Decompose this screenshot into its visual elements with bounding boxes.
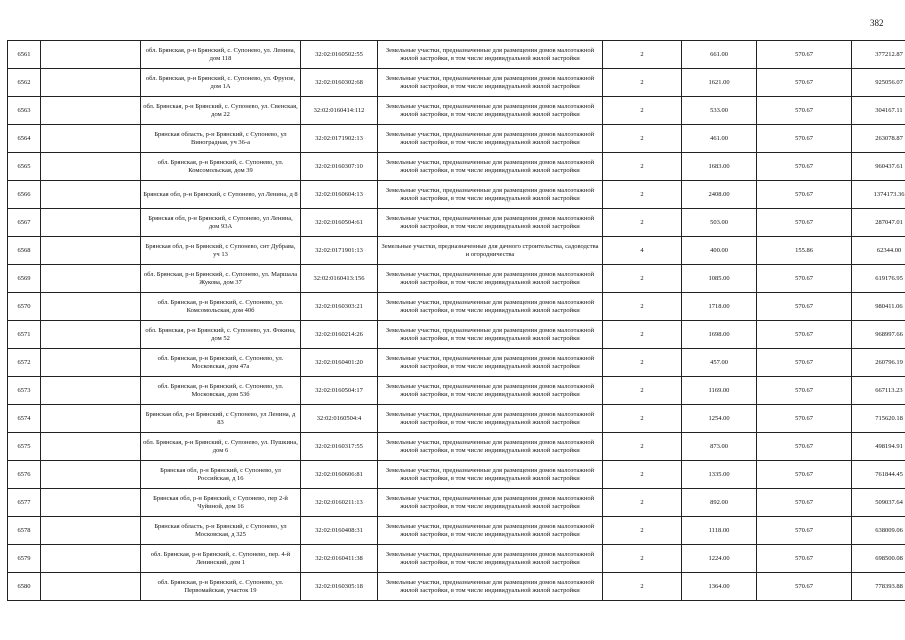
- address-cell: Брянская обл, р-н Брянский, с Супонево, ул Ленина, дом 93А: [141, 209, 301, 237]
- row-number: 6570: [8, 293, 41, 321]
- address-cell: обл. Брянская, р-н Брянский, с. Супонево, ул. Фрунзе, дом 1А: [141, 69, 301, 97]
- rate-cell: 570.67: [757, 181, 852, 209]
- blank-cell: [41, 265, 141, 293]
- cadastral-value-cell: 778393.88: [852, 573, 905, 601]
- blank-cell: [41, 97, 141, 125]
- row-number: 6567: [8, 209, 41, 237]
- category-cell: 2: [603, 181, 682, 209]
- table-row: [8, 321, 905, 349]
- rate-cell: 570.67: [757, 349, 852, 377]
- cadastral-number-cell: 32:02:0160504:17: [301, 377, 378, 405]
- rate-cell: 570.67: [757, 545, 852, 573]
- land-use-cell: Земельные участки, предназначенные для размещения домов малоэтажной жилой застройки, в том числе индивидуальной жилой застройки: [378, 573, 603, 601]
- land-use-cell: Земельные участки, предназначенные для размещения домов малоэтажной жилой застройки, в том числе индивидуальной жилой застройки: [378, 97, 603, 125]
- blank-cell: [41, 349, 141, 377]
- rate-cell: 570.67: [757, 125, 852, 153]
- blank-cell: [41, 69, 141, 97]
- table-row: [8, 97, 905, 125]
- land-use-cell: Земельные участки, предназначенные для размещения домов малоэтажной жилой застройки, в том числе индивидуальной жилой застройки: [378, 349, 603, 377]
- table-row: [8, 489, 905, 517]
- land-use-cell: Земельные участки, предназначенные для размещения домов малоэтажной жилой застройки, в том числе индивидуальной жилой застройки: [378, 405, 603, 433]
- category-cell: 4: [603, 237, 682, 265]
- address-cell: Брянская область, р-н Брянский, с Супонево, ул Московская, д 325: [141, 517, 301, 545]
- category-cell: 2: [603, 69, 682, 97]
- blank-cell: [41, 461, 141, 489]
- cadastral-number-cell: 32:02:0171901:13: [301, 237, 378, 265]
- row-number: 6578: [8, 517, 41, 545]
- cadastral-number-cell: 32:02:0160211:13: [301, 489, 378, 517]
- blank-cell: [41, 321, 141, 349]
- table-row: [8, 209, 905, 237]
- address-cell: Брянская обл, р-н Брянский, с Супонево, пер 2-й Чуйиной, дом 16: [141, 489, 301, 517]
- table-row: [8, 181, 905, 209]
- blank-cell: [41, 209, 141, 237]
- rate-cell: 570.67: [757, 41, 852, 69]
- land-use-cell: Земельные участки, предназначенные для размещения домов малоэтажной жилой застройки, в том числе индивидуальной жилой застройки: [378, 209, 603, 237]
- table-row: [8, 153, 905, 181]
- category-cell: 2: [603, 41, 682, 69]
- area-cell: 1169.00: [682, 377, 757, 405]
- category-cell: 2: [603, 573, 682, 601]
- address-cell: обл. Брянская, р-н Брянский, с. Супонево, ул. Комсомольская, дом 40б: [141, 293, 301, 321]
- land-use-cell: Земельные участки, предназначенные для размещения домов малоэтажной жилой застройки, в том числе индивидуальной жилой застройки: [378, 41, 603, 69]
- area-cell: 1335.00: [682, 461, 757, 489]
- blank-cell: [41, 237, 141, 265]
- row-number: 6577: [8, 489, 41, 517]
- cadastral-value-cell: 1374173.36: [852, 181, 905, 209]
- land-use-cell: Земельные участки, предназначенные для дачного строительства, садоводства и огородничества: [378, 237, 603, 265]
- area-cell: 2408.00: [682, 181, 757, 209]
- rate-cell: 155.86: [757, 237, 852, 265]
- cadastral-number-cell: 32:02:0160303:21: [301, 293, 378, 321]
- address-cell: Брянская область, р-н Брянский, с Супонево, ул Виноградная, уч 36-а: [141, 125, 301, 153]
- blank-cell: [41, 181, 141, 209]
- land-use-cell: Земельные участки, предназначенные для размещения домов малоэтажной жилой застройки, в том числе индивидуальной жилой застройки: [378, 433, 603, 461]
- cadastral-number-cell: 32:02:0160305:18: [301, 573, 378, 601]
- area-cell: 1085.00: [682, 265, 757, 293]
- cadastral-number-cell: 32:02:0160401:20: [301, 349, 378, 377]
- category-cell: 2: [603, 405, 682, 433]
- address-cell: обл. Брянская, р-н Брянский, с. Супонево, ул. Ленина, дом 118: [141, 41, 301, 69]
- table-row: [8, 265, 905, 293]
- area-cell: 1621.00: [682, 69, 757, 97]
- cadastral-number-cell: 32:02:0160414:112: [301, 97, 378, 125]
- page-number: 382: [870, 18, 884, 28]
- cadastral-number-cell: 32:02:0160413:156: [301, 265, 378, 293]
- cadastral-number-cell: 32:02:0160504:61: [301, 209, 378, 237]
- table-row: [8, 41, 905, 69]
- land-use-cell: Земельные участки, предназначенные для размещения домов малоэтажной жилой застройки, в том числе индивидуальной жилой застройки: [378, 125, 603, 153]
- cadastral-number-cell: 32:02:0171902:13: [301, 125, 378, 153]
- table-row: [8, 237, 905, 265]
- table-row: [8, 461, 905, 489]
- address-cell: Брянская обл, р-н Брянский, с Супонево, ул Ленина, д 8: [141, 181, 301, 209]
- cadastral-value-cell: 498194.91: [852, 433, 905, 461]
- address-cell: Брянская обл, р-н Брянский, с Супонево, снт Дубрава, уч 13: [141, 237, 301, 265]
- area-cell: 1698.00: [682, 321, 757, 349]
- rate-cell: 570.67: [757, 153, 852, 181]
- category-cell: 2: [603, 321, 682, 349]
- address-cell: Брянская обл, р-н Брянский, с Супонево, ул Ленина, д 83: [141, 405, 301, 433]
- row-number: 6571: [8, 321, 41, 349]
- address-cell: обл. Брянская, р-н Брянский, с. Супонево, ул. Свенская, дом 22: [141, 97, 301, 125]
- row-number: 6576: [8, 461, 41, 489]
- cadastral-number-cell: 32:02:0160214:26: [301, 321, 378, 349]
- address-cell: обл. Брянская, р-н Брянский, с. Супонево, пер. 4-й Ленинский, дом 1: [141, 545, 301, 573]
- row-number: 6561: [8, 41, 41, 69]
- category-cell: 2: [603, 125, 682, 153]
- category-cell: 2: [603, 153, 682, 181]
- rate-cell: 570.67: [757, 405, 852, 433]
- blank-cell: [41, 517, 141, 545]
- cadastral-value-cell: 619176.95: [852, 265, 905, 293]
- cadastral-value-cell: 62344.00: [852, 237, 905, 265]
- category-cell: 2: [603, 433, 682, 461]
- cadastral-value-cell: 715620.18: [852, 405, 905, 433]
- address-cell: обл. Брянская, р-н Брянский, с. Супонево, ул. Первомайская, участок 19: [141, 573, 301, 601]
- cadastral-value-cell: 304167.11: [852, 97, 905, 125]
- area-cell: 1254.00: [682, 405, 757, 433]
- cadastral-value-cell: 509037.64: [852, 489, 905, 517]
- address-cell: обл. Брянская, р-н Брянский, с. Супонево, ул. Фокина, дом 52: [141, 321, 301, 349]
- area-cell: 400.00: [682, 237, 757, 265]
- blank-cell: [41, 125, 141, 153]
- land-registry-table: [7, 40, 905, 601]
- rate-cell: 570.67: [757, 489, 852, 517]
- rate-cell: 570.67: [757, 321, 852, 349]
- category-cell: 2: [603, 293, 682, 321]
- row-number: 6566: [8, 181, 41, 209]
- address-cell: обл. Брянская, р-н Брянский, с. Супонево, ул. Пушкина, дом 6: [141, 433, 301, 461]
- rate-cell: 570.67: [757, 461, 852, 489]
- blank-cell: [41, 41, 141, 69]
- area-cell: 892.00: [682, 489, 757, 517]
- category-cell: 2: [603, 265, 682, 293]
- row-number: 6569: [8, 265, 41, 293]
- blank-cell: [41, 377, 141, 405]
- rate-cell: 570.67: [757, 265, 852, 293]
- table-row: [8, 125, 905, 153]
- blank-cell: [41, 433, 141, 461]
- area-cell: 873.00: [682, 433, 757, 461]
- cadastral-number-cell: 32:02:0160307:10: [301, 153, 378, 181]
- cadastral-number-cell: 32:02:0160504:4: [301, 405, 378, 433]
- table-row: [8, 517, 905, 545]
- category-cell: 2: [603, 377, 682, 405]
- rate-cell: 570.67: [757, 97, 852, 125]
- table-row: [8, 349, 905, 377]
- cadastral-number-cell: 32:02:0160317:55: [301, 433, 378, 461]
- address-cell: Брянская обл, р-н Брянский, с Супонево, ул Российская, д 16: [141, 461, 301, 489]
- cadastral-value-cell: 968997.66: [852, 321, 905, 349]
- row-number: 6568: [8, 237, 41, 265]
- cadastral-value-cell: 980411.06: [852, 293, 905, 321]
- land-use-cell: Земельные участки, предназначенные для размещения домов малоэтажной жилой застройки, в том числе индивидуальной жилой застройки: [378, 321, 603, 349]
- blank-cell: [41, 545, 141, 573]
- row-number: 6575: [8, 433, 41, 461]
- land-use-cell: Земельные участки, предназначенные для размещения домов малоэтажной жилой застройки, в том числе индивидуальной жилой застройки: [378, 153, 603, 181]
- land-use-cell: Земельные участки, предназначенные для размещения домов малоэтажной жилой застройки, в том числе индивидуальной жилой застройки: [378, 489, 603, 517]
- category-cell: 2: [603, 97, 682, 125]
- table-row: [8, 377, 905, 405]
- table-row: [8, 293, 905, 321]
- rate-cell: 570.67: [757, 517, 852, 545]
- cadastral-value-cell: 698500.08: [852, 545, 905, 573]
- rate-cell: 570.67: [757, 433, 852, 461]
- area-cell: 533.00: [682, 97, 757, 125]
- cadastral-value-cell: 925056.07: [852, 69, 905, 97]
- row-number: 6572: [8, 349, 41, 377]
- land-use-cell: Земельные участки, предназначенные для размещения домов малоэтажной жилой застройки, в том числе индивидуальной жилой застройки: [378, 545, 603, 573]
- rate-cell: 570.67: [757, 209, 852, 237]
- land-use-cell: Земельные участки, предназначенные для размещения домов малоэтажной жилой застройки, в том числе индивидуальной жилой застройки: [378, 293, 603, 321]
- land-use-cell: Земельные участки, предназначенные для размещения домов малоэтажной жилой застройки, в том числе индивидуальной жилой застройки: [378, 181, 603, 209]
- cadastral-value-cell: 761844.45: [852, 461, 905, 489]
- area-cell: 1118.00: [682, 517, 757, 545]
- cadastral-number-cell: 32:02:0160502:55: [301, 41, 378, 69]
- blank-cell: [41, 573, 141, 601]
- row-number: 6573: [8, 377, 41, 405]
- row-number: 6563: [8, 97, 41, 125]
- blank-cell: [41, 405, 141, 433]
- row-number: 6565: [8, 153, 41, 181]
- address-cell: обл. Брянская, р-н Брянский, с. Супонево, ул. Комсомольская, дом 39: [141, 153, 301, 181]
- cadastral-number-cell: 32:02:0160604:13: [301, 181, 378, 209]
- blank-cell: [41, 153, 141, 181]
- land-use-cell: Земельные участки, предназначенные для размещения домов малоэтажной жилой застройки, в том числе индивидуальной жилой застройки: [378, 377, 603, 405]
- category-cell: 2: [603, 209, 682, 237]
- area-cell: 1718.00: [682, 293, 757, 321]
- rate-cell: 570.67: [757, 377, 852, 405]
- cadastral-number-cell: 32:02:0160411:38: [301, 545, 378, 573]
- area-cell: 1224.00: [682, 545, 757, 573]
- cadastral-number-cell: 32:02:0160302:68: [301, 69, 378, 97]
- category-cell: 2: [603, 545, 682, 573]
- rate-cell: 570.67: [757, 69, 852, 97]
- blank-cell: [41, 293, 141, 321]
- row-number: 6574: [8, 405, 41, 433]
- row-number: 6564: [8, 125, 41, 153]
- category-cell: 2: [603, 461, 682, 489]
- cadastral-value-cell: 263078.87: [852, 125, 905, 153]
- category-cell: 2: [603, 489, 682, 517]
- cadastral-number-cell: 32:02:0160606:81: [301, 461, 378, 489]
- area-cell: 457.00: [682, 349, 757, 377]
- cadastral-value-cell: 287047.01: [852, 209, 905, 237]
- cadastral-value-cell: 260796.19: [852, 349, 905, 377]
- blank-cell: [41, 489, 141, 517]
- rate-cell: 570.67: [757, 293, 852, 321]
- land-use-cell: Земельные участки, предназначенные для размещения домов малоэтажной жилой застройки, в том числе индивидуальной жилой застройки: [378, 517, 603, 545]
- table-body: [8, 41, 905, 601]
- address-cell: обл. Брянская, р-н Брянский, с. Супонево, ул. Московская, дом 47а: [141, 349, 301, 377]
- cadastral-number-cell: 32:02:0160408:31: [301, 517, 378, 545]
- table-row: [8, 433, 905, 461]
- address-cell: обл. Брянская, р-н Брянский, с. Супонево, ул. Маршала Жукова, дом 37: [141, 265, 301, 293]
- rate-cell: 570.67: [757, 573, 852, 601]
- land-use-cell: Земельные участки, предназначенные для размещения домов малоэтажной жилой застройки, в том числе индивидуальной жилой застройки: [378, 461, 603, 489]
- area-cell: 461.00: [682, 125, 757, 153]
- area-cell: 1364.00: [682, 573, 757, 601]
- land-use-cell: Земельные участки, предназначенные для размещения домов малоэтажной жилой застройки, в том числе индивидуальной жилой застройки: [378, 265, 603, 293]
- area-cell: 661.00: [682, 41, 757, 69]
- row-number: 6562: [8, 69, 41, 97]
- cadastral-value-cell: 377212.87: [852, 41, 905, 69]
- category-cell: 2: [603, 517, 682, 545]
- table-row: [8, 405, 905, 433]
- row-number: 6580: [8, 573, 41, 601]
- table-row: [8, 573, 905, 601]
- land-use-cell: Земельные участки, предназначенные для размещения домов малоэтажной жилой застройки, в том числе индивидуальной жилой застройки: [378, 69, 603, 97]
- cadastral-value-cell: 960437.61: [852, 153, 905, 181]
- address-cell: обл. Брянская, р-н Брянский, с. Супонево, ул. Московская, дом 53б: [141, 377, 301, 405]
- cadastral-value-cell: 638009.06: [852, 517, 905, 545]
- row-number: 6579: [8, 545, 41, 573]
- cadastral-value-cell: 667113.23: [852, 377, 905, 405]
- table-row: [8, 545, 905, 573]
- area-cell: 1683.00: [682, 153, 757, 181]
- area-cell: 503.00: [682, 209, 757, 237]
- table-row: [8, 69, 905, 97]
- category-cell: 2: [603, 349, 682, 377]
